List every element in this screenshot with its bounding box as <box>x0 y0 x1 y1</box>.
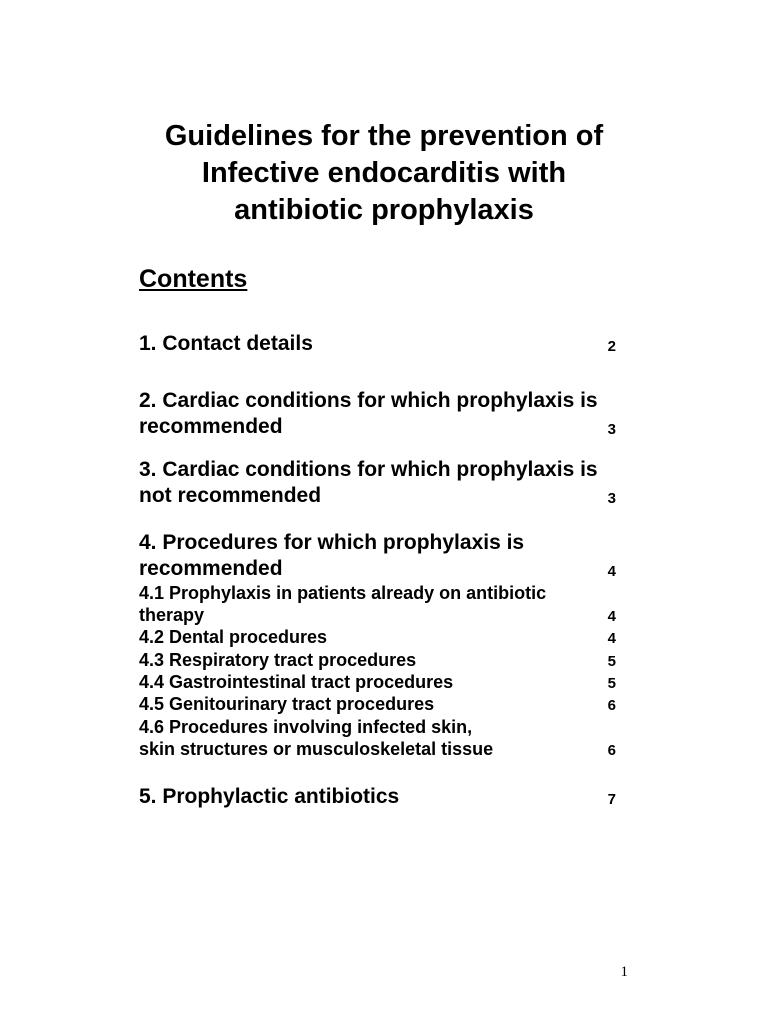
toc-entry-label: recommended <box>139 557 283 580</box>
document-title <box>120 118 648 229</box>
toc-entry-4-3[interactable] <box>139 647 616 669</box>
toc-entry-4-1-line-1[interactable] <box>139 580 616 602</box>
toc-page-number: 2 <box>607 338 616 355</box>
toc-entry-3-line-1[interactable] <box>139 454 616 480</box>
toc-entry-4-6-line-1[interactable] <box>139 714 616 736</box>
toc-entry-label: 2. Cardiac conditions for which prophylaxis is <box>139 389 598 412</box>
toc-page-number: 5 <box>607 675 616 692</box>
toc-entry-4-4[interactable] <box>139 669 616 691</box>
toc-entry-label: 4.3 Respiratory tract procedures <box>139 650 417 670</box>
toc-entry-label: 4.1 Prophylaxis in patients already on antibiotic <box>139 583 547 603</box>
toc-entry-4-2[interactable] <box>139 624 616 646</box>
toc-entry-label: 4.5 Genitourinary tract procedures <box>139 694 435 714</box>
toc-entry-4-line-1[interactable] <box>139 527 616 553</box>
page-number: 1 <box>620 964 628 980</box>
toc-entry-label: therapy <box>139 605 205 625</box>
title-line-2: Infective endocarditis with <box>201 157 567 189</box>
title-line-1: Guidelines for the prevention of <box>164 120 604 152</box>
toc-entry-label: skin structures or musculoskeletal tissue <box>139 739 494 759</box>
toc-entry-label: 3. Cardiac conditions for which prophylaxis is <box>139 458 598 481</box>
toc-page-number: 6 <box>607 697 616 714</box>
toc-entry-label: not recommended <box>139 484 322 507</box>
toc-entry-label: 4.2 Dental procedures <box>139 627 328 647</box>
toc-entry-4-5[interactable] <box>139 691 616 713</box>
toc-entry-label: recommended <box>139 415 283 438</box>
toc-page-number: 6 <box>607 742 616 759</box>
contents-heading: Contents <box>139 265 248 293</box>
toc-entry-4-1-line-2[interactable] <box>139 602 616 624</box>
toc-page-number: 4 <box>607 563 616 580</box>
toc-entry-label: 1. Contact details <box>139 332 313 355</box>
toc-page-number: 4 <box>607 608 616 625</box>
toc-entry-label: 4.4 Gastrointestinal tract procedures <box>139 672 454 692</box>
toc-entry-4-6-line-2[interactable] <box>139 736 616 758</box>
toc-entry-label: 4. Procedures for which prophylaxis is <box>139 531 525 554</box>
toc-page-number: 3 <box>607 421 616 438</box>
toc-entry-4-line-2[interactable] <box>139 553 616 579</box>
toc-entry-2-line-1[interactable] <box>139 385 616 411</box>
toc-page-number: 7 <box>607 791 616 808</box>
toc-entry-label: 4.6 Procedures involving infected skin, <box>139 717 473 737</box>
toc-entry-1[interactable] <box>139 328 616 354</box>
toc-entry-5[interactable] <box>139 781 616 807</box>
toc-entry-3-line-2[interactable] <box>139 480 616 506</box>
title-line-3: antibiotic prophylaxis <box>234 194 534 226</box>
toc-page-number: 3 <box>607 490 616 507</box>
toc-page-number: 5 <box>607 653 616 670</box>
toc-entry-2-line-2[interactable] <box>139 411 616 437</box>
toc-page-number: 4 <box>607 630 616 647</box>
toc-entry-label: 5. Prophylactic antibiotics <box>139 785 400 808</box>
